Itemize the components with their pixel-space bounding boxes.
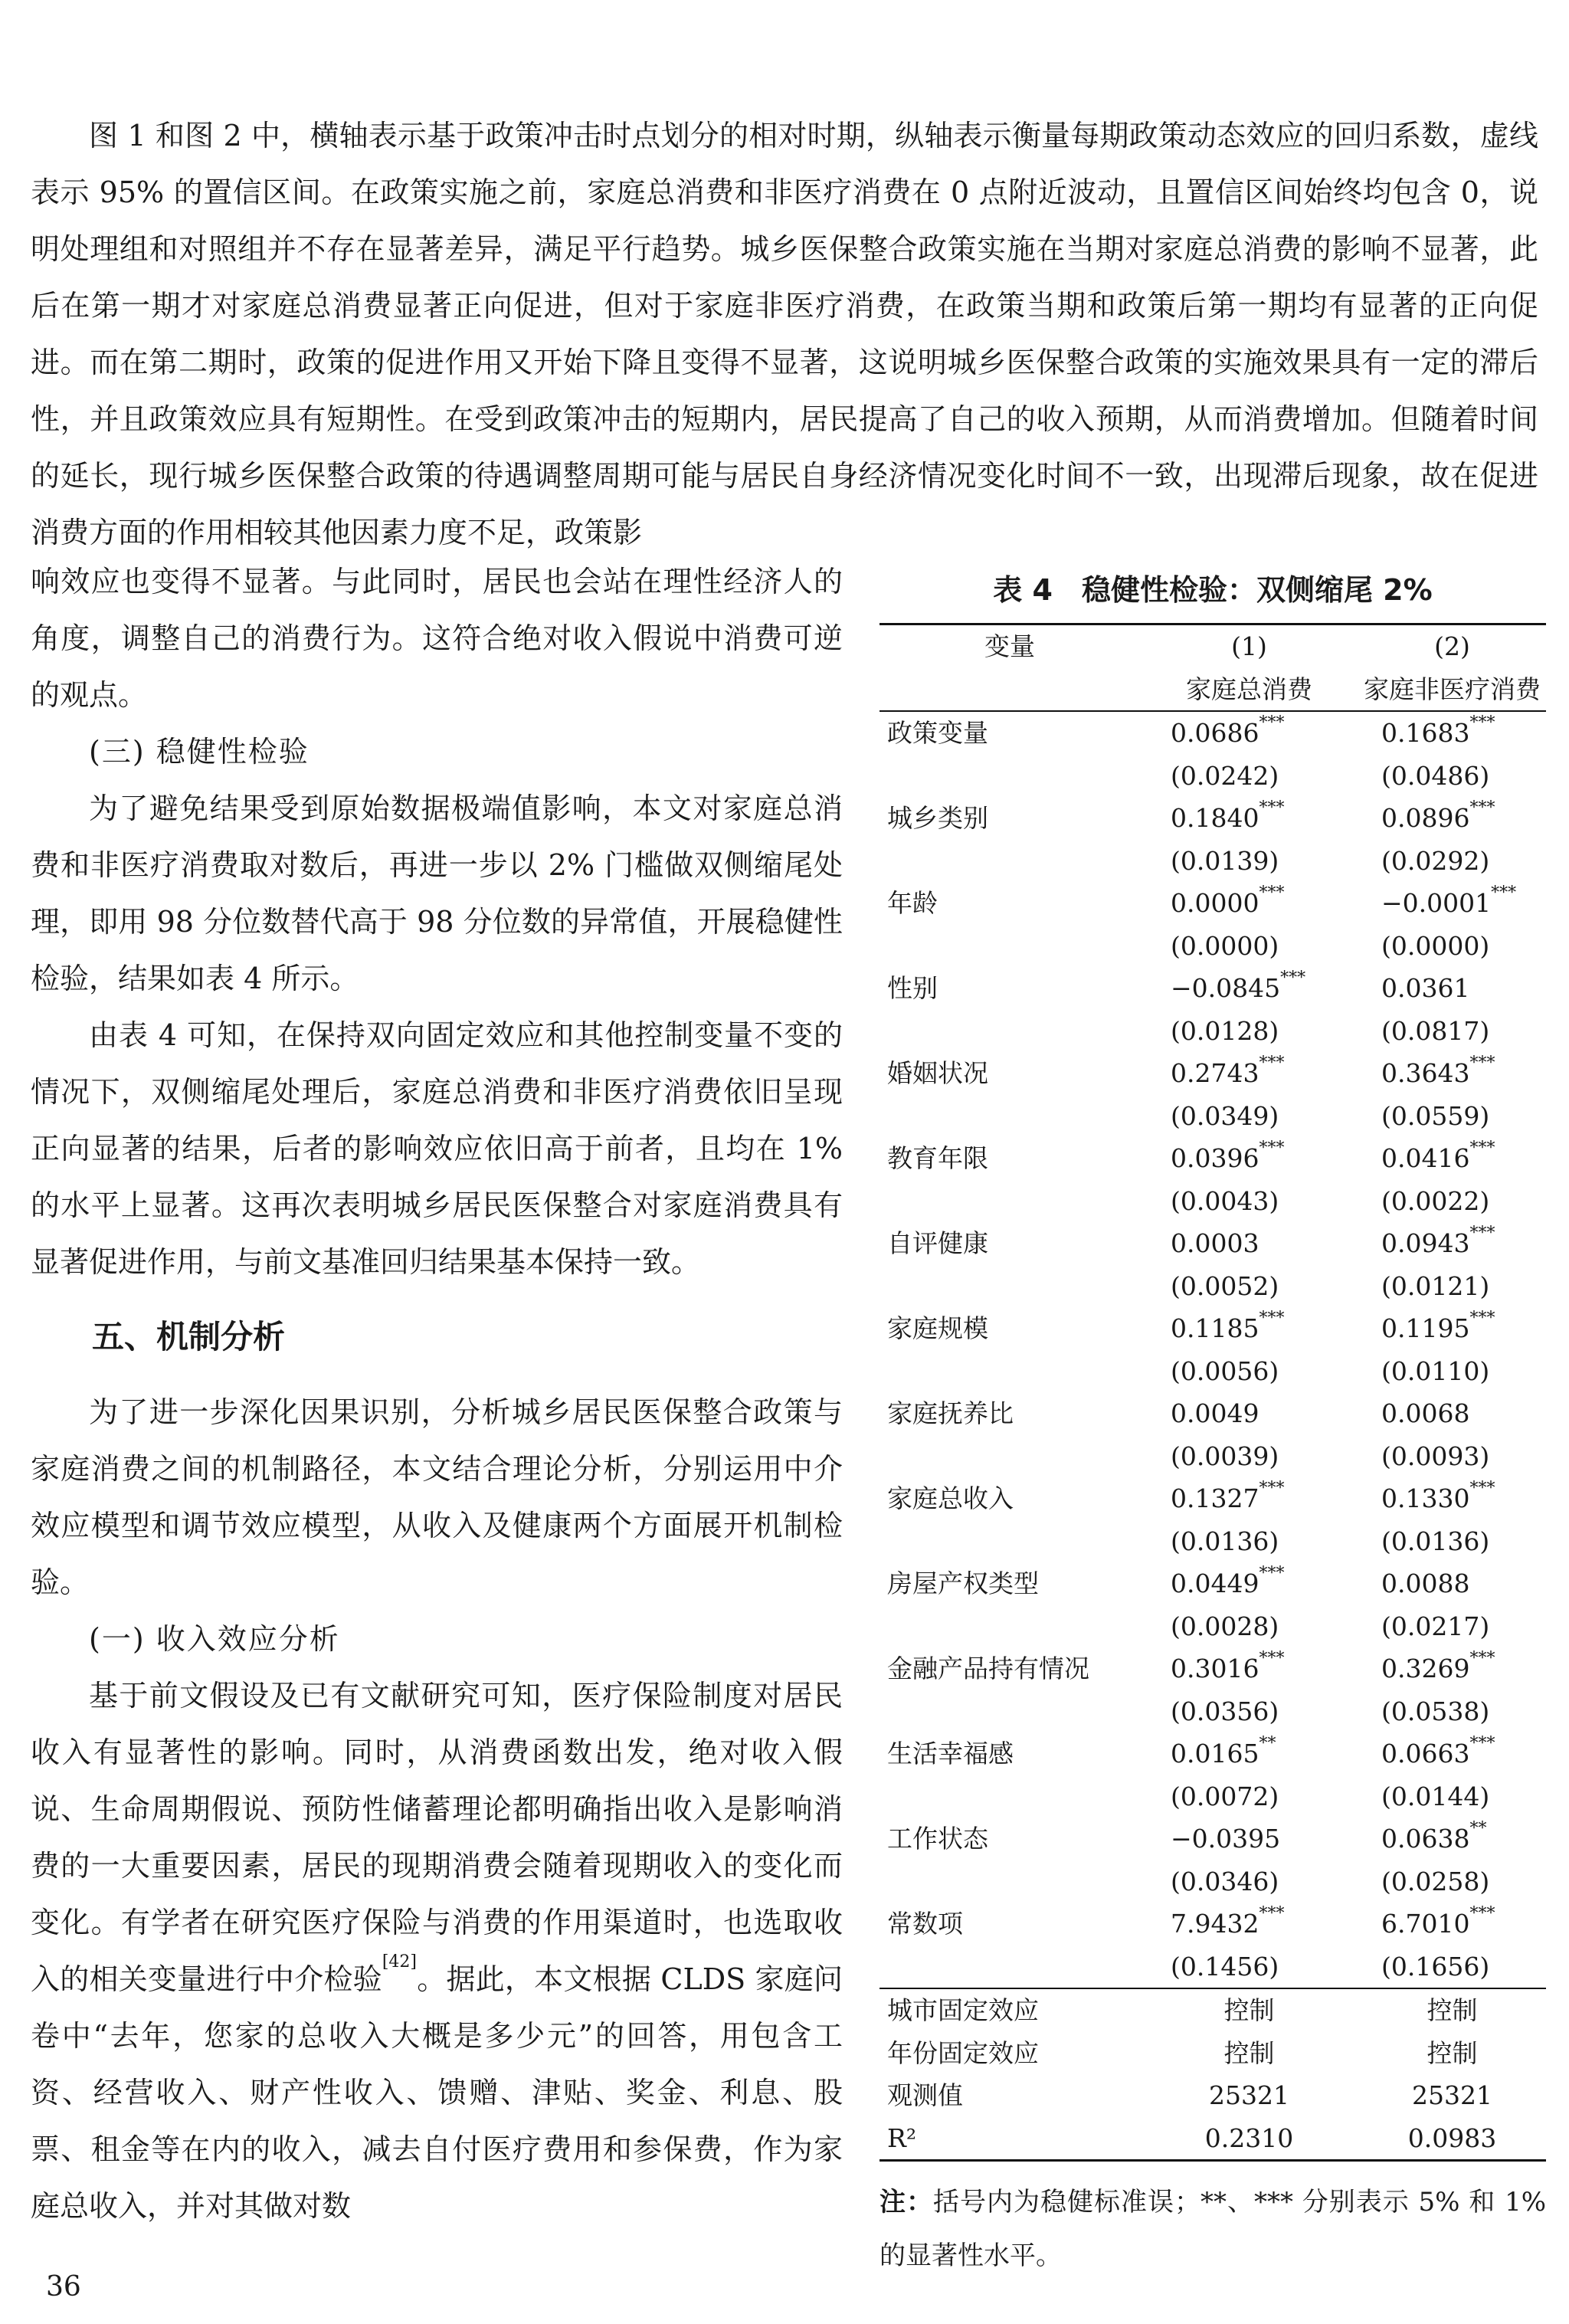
table-footer-row — [879, 2032, 1546, 2075]
coef-col2 — [1358, 1137, 1546, 1180]
se-col2: (0.0559) — [1381, 1100, 1490, 1131]
table-row-se — [879, 1180, 1546, 1223]
se-blank — [879, 1860, 1140, 1903]
table-footer-row — [879, 2117, 1546, 2161]
table-row-se — [879, 1010, 1546, 1053]
significance-stars: *** — [1259, 883, 1285, 903]
header-col2-name: 家庭非医疗消费 — [1358, 668, 1546, 712]
coef-value: 0.1185 — [1171, 1313, 1259, 1343]
coef-value: −0.0395 — [1171, 1824, 1281, 1854]
section-heading-mechanism: 五、机制分析 — [92, 1318, 286, 1355]
significance-stars: *** — [1259, 1564, 1285, 1583]
coef-value: 0.0165 — [1171, 1739, 1259, 1768]
table-row — [879, 1137, 1546, 1180]
significance-stars: *** — [1469, 1904, 1495, 1923]
row-variable: 房屋产权类型 — [887, 1568, 1039, 1598]
full-width-text — [31, 107, 1538, 561]
se-blank — [879, 1095, 1140, 1138]
note-text: 括号内为稳健标准误；**、*** 分别表示 5% 和 1% 的显著性水平。 — [879, 2187, 1547, 2271]
coef-col2 — [1358, 1307, 1546, 1350]
significance-stars: *** — [1469, 1224, 1495, 1243]
coef-col1 — [1140, 711, 1358, 755]
header-variable: 变量 — [984, 631, 1035, 661]
row-variable: 政策变量 — [887, 718, 988, 748]
coef-col1 — [1140, 1647, 1358, 1690]
coef-col2 — [1358, 1477, 1546, 1520]
significance-stars: *** — [1469, 1139, 1495, 1158]
income-text-b: 。据此，本文根据 CLDS 家庭问卷中“去年，您家的总收入大概是多少元”的回答，用包含工资、经营收入、财产性收入、馈赠、津贴、奖金、利息、股票、租金等在内的收入，减去自付医疗费用和参保费，作为家庭总收入，并对其做对数 — [31, 1962, 843, 2223]
significance-stars: ** — [1469, 1819, 1487, 1838]
table-row — [879, 1052, 1546, 1095]
se-col2: (0.0136) — [1381, 1526, 1490, 1556]
significance-stars: *** — [1259, 798, 1285, 818]
row-variable: 家庭抚养比 — [887, 1398, 1014, 1428]
se-col1: (0.0052) — [1171, 1270, 1279, 1301]
se-col2: (0.0217) — [1381, 1611, 1490, 1641]
coef-col2 — [1358, 797, 1546, 840]
footer-col2: 0.0983 — [1407, 2122, 1497, 2153]
coef-col2 — [1358, 882, 1546, 925]
coef-value: 0.0663 — [1381, 1739, 1470, 1768]
footer-col1: 控制 — [1223, 2037, 1275, 2068]
significance-stars: *** — [1259, 713, 1285, 733]
se-blank — [879, 1520, 1140, 1563]
coef-col2 — [1358, 1562, 1546, 1605]
income-paragraph — [31, 1667, 843, 2234]
significance-stars: *** — [1491, 883, 1517, 903]
coef-col1 — [1140, 1562, 1358, 1605]
coef-col1 — [1140, 1477, 1358, 1520]
se-col2: (0.1656) — [1381, 1951, 1490, 1981]
coef-col2 — [1358, 1818, 1546, 1860]
footer-col1: 控制 — [1140, 1988, 1358, 2032]
se-col1: (0.0043) — [1171, 1185, 1279, 1216]
footer-label: 观测值 — [887, 2080, 963, 2110]
footer-col2: 控制 — [1358, 1988, 1546, 2032]
coef-col1 — [1140, 1818, 1358, 1860]
significance-stars: *** — [1259, 1309, 1285, 1328]
se-col1: (0.0356) — [1171, 1696, 1279, 1726]
coef-col2 — [1358, 967, 1546, 1010]
se-col2: (0.0258) — [1381, 1866, 1490, 1896]
continued-paragraph: 响效应也变得不显著。与此同时，居民也会站在理性经济人的角度，调整自己的消费行为。这符合绝对收入假说中消费可逆的观点。 — [31, 565, 843, 712]
coef-value: 0.1683 — [1381, 718, 1470, 748]
income-text-a: 基于前文假设及已有文献研究可知，医疗保险制度对居民收入有显著性的影响。同时，从消费函数出发，绝对收入假说、生命周期假说、预防性储蓄理论都明确指出收入是影响消费的一大重要因素，居民的现期消费会随着现期收入的变化而变化。有学者在研究医疗保险与消费的作用渠道时，也选取收入的相关变量进行中介检验 — [31, 1679, 843, 1996]
se-col1: (0.0139) — [1171, 845, 1279, 876]
se-col2: (0.0110) — [1381, 1355, 1490, 1386]
se-blank — [879, 840, 1140, 883]
coef-value: 0.2743 — [1171, 1058, 1259, 1088]
table-row — [879, 797, 1546, 840]
left-column — [31, 553, 843, 2234]
se-col2: (0.0093) — [1381, 1441, 1490, 1471]
table-row-se — [879, 1095, 1546, 1138]
table-row — [879, 1647, 1546, 1690]
se-col1: (0.0349) — [1171, 1100, 1279, 1131]
footer-label: 年份固定效应 — [887, 2037, 1039, 2068]
se-col2: (0.0292) — [1381, 845, 1490, 876]
footer-label: 城市固定效应 — [879, 1988, 1140, 2032]
table-row — [879, 1818, 1546, 1860]
row-variable: 自评健康 — [887, 1228, 988, 1258]
coef-col1 — [1140, 1903, 1358, 1945]
coef-value: 0.0361 — [1381, 973, 1470, 1003]
coef-value: 0.0396 — [1171, 1143, 1259, 1173]
coef-col1 — [1140, 797, 1358, 840]
se-col2: (0.0144) — [1381, 1781, 1490, 1811]
se-col2: (0.0022) — [1381, 1185, 1490, 1216]
table-row — [879, 1732, 1546, 1775]
se-col1: (0.0128) — [1171, 1015, 1279, 1046]
row-variable: 城乡类别 — [887, 803, 988, 833]
significance-stars: *** — [1259, 1479, 1285, 1498]
table-row-se — [879, 925, 1546, 968]
table-row — [879, 1222, 1546, 1265]
coef-col2 — [1358, 1903, 1546, 1945]
se-blank — [879, 1350, 1140, 1393]
table-row — [879, 967, 1546, 1010]
coef-value: 0.1195 — [1381, 1313, 1470, 1343]
significance-stars: *** — [1280, 969, 1306, 988]
table-row-se — [879, 1265, 1546, 1308]
coef-value: −0.0001 — [1381, 888, 1492, 918]
se-col2: (0.0486) — [1381, 760, 1490, 791]
coef-value: 0.0049 — [1171, 1398, 1259, 1428]
coef-col1 — [1140, 1052, 1358, 1095]
table-note — [879, 2175, 1546, 2283]
coef-value: 0.1330 — [1381, 1483, 1470, 1513]
row-variable: 常数项 — [887, 1909, 963, 1939]
se-blank — [879, 1775, 1140, 1818]
significance-stars: *** — [1469, 1479, 1495, 1498]
se-col1: (0.0346) — [1171, 1866, 1279, 1896]
significance-stars: *** — [1469, 798, 1495, 818]
se-col2: (0.0538) — [1381, 1696, 1490, 1726]
table-row-se — [879, 840, 1546, 883]
coef-value: 7.9432 — [1171, 1909, 1259, 1939]
coef-value: 0.3643 — [1381, 1058, 1470, 1088]
footer-col2: 25321 — [1412, 2080, 1492, 2110]
significance-stars: *** — [1259, 1139, 1285, 1158]
coef-col1 — [1140, 1222, 1358, 1265]
table-row — [879, 711, 1546, 755]
table-row — [879, 1903, 1546, 1945]
se-blank — [879, 1180, 1140, 1223]
se-blank — [879, 1435, 1140, 1478]
significance-stars: *** — [1469, 1734, 1495, 1753]
table-row-se — [879, 1435, 1546, 1478]
row-variable: 家庭总收入 — [887, 1483, 1014, 1513]
coef-col2 — [1358, 1052, 1546, 1095]
coef-col1 — [1140, 1392, 1358, 1435]
coef-value: 0.0943 — [1381, 1228, 1470, 1258]
table-row — [879, 1477, 1546, 1520]
significance-stars: ** — [1259, 1734, 1276, 1753]
coef-value: 0.0449 — [1171, 1568, 1259, 1598]
coef-value: 0.1840 — [1171, 803, 1259, 833]
table-row-se — [879, 1860, 1546, 1903]
se-blank — [879, 925, 1140, 968]
se-col1: (0.0056) — [1171, 1355, 1279, 1386]
se-col1: (0.1456) — [1171, 1951, 1279, 1981]
table-body — [879, 711, 1546, 2161]
se-blank — [879, 1690, 1140, 1733]
table-row-se — [879, 1520, 1546, 1563]
significance-stars: *** — [1259, 1649, 1285, 1668]
significance-stars: *** — [1469, 713, 1495, 733]
footer-col1: 0.2310 — [1204, 2122, 1294, 2153]
se-col2: (0.0817) — [1381, 1015, 1490, 1046]
coef-value: 0.0896 — [1381, 803, 1470, 833]
table-row-se — [879, 1775, 1546, 1818]
coef-value: −0.0845 — [1171, 973, 1281, 1003]
coef-col1 — [1140, 967, 1358, 1010]
header-col2-number: (2) — [1434, 631, 1470, 661]
table-row-se — [879, 1605, 1546, 1648]
coef-col2 — [1358, 1647, 1546, 1690]
se-col1: (0.0028) — [1171, 1611, 1279, 1641]
coef-value: 0.0003 — [1171, 1228, 1259, 1258]
coef-value: 6.7010 — [1381, 1909, 1470, 1939]
footer-label: R² — [887, 2122, 917, 2153]
table-caption: 表 4 稳健性检验：双侧缩尾 2% — [993, 573, 1433, 607]
row-variable: 性别 — [887, 973, 938, 1003]
header-blank — [879, 668, 1140, 712]
coef-value: 0.0638 — [1381, 1824, 1470, 1854]
coef-col2 — [1358, 1222, 1546, 1265]
row-variable: 教育年限 — [887, 1143, 988, 1173]
note-label: 注： — [879, 2187, 933, 2217]
row-variable: 生活幸福感 — [887, 1739, 1014, 1768]
se-col2: (0.0000) — [1381, 930, 1490, 961]
se-col1: (0.0242) — [1171, 760, 1279, 791]
table-block — [879, 563, 1546, 2283]
significance-stars: *** — [1259, 1904, 1285, 1923]
significance-stars: *** — [1469, 1649, 1495, 1668]
row-variable: 婚姻状况 — [887, 1058, 988, 1088]
table-footer-row — [879, 1988, 1546, 2032]
coef-value: 0.3016 — [1171, 1654, 1259, 1683]
se-col1: (0.0136) — [1171, 1526, 1279, 1556]
table-footer-row — [879, 2074, 1546, 2117]
table-header-row-1 — [879, 624, 1546, 668]
se-blank — [879, 1010, 1140, 1053]
coef-col1 — [1140, 1732, 1358, 1775]
table-row — [879, 1392, 1546, 1435]
se-blank — [879, 1265, 1140, 1308]
coef-col1 — [1140, 1307, 1358, 1350]
row-variable: 工作状态 — [887, 1824, 988, 1854]
coef-col2 — [1358, 711, 1546, 755]
table-row-se — [879, 1350, 1546, 1393]
table-header-row-2 — [879, 668, 1546, 712]
significance-stars: *** — [1469, 1054, 1495, 1073]
header-col1-name: 家庭总消费 — [1140, 668, 1358, 712]
table-row-se — [879, 755, 1546, 798]
table-row — [879, 1307, 1546, 1350]
significance-stars: *** — [1469, 1309, 1495, 1328]
se-col2: (0.0121) — [1381, 1270, 1490, 1301]
se-col1: (0.0039) — [1171, 1441, 1279, 1471]
footer-col2: 控制 — [1427, 2037, 1478, 2068]
table-row-se — [879, 1945, 1546, 1989]
coef-col2 — [1358, 1732, 1546, 1775]
footer-col1: 25321 — [1209, 2080, 1289, 2110]
coef-value: 0.0686 — [1171, 718, 1259, 748]
subsection-income: (一) 收入效应分析 — [89, 1622, 340, 1656]
robustness-paragraph-1: 为了避免结果受到原始数据极端值影响，本文对家庭总消费和非医疗消费取对数后，再进一步以 2% 门槛做双侧缩尾处理，即用 98 分位数替代高于 98 分位数的异常值，开展稳健性检验，结果如表 4 所示。 — [31, 792, 843, 995]
intro-paragraph: 图 1 和图 2 中，横轴表示基于政策冲击时点划分的相对时期，纵轴表示衡量每期政策动态效应的回归系数，虚线表示 95% 的置信区间。在政策实施之前，家庭总消费和非医疗消费在 0 点附近波动，且置信区间始终均包含 0，说明处理组和对照组并不存在显著差异，满足平行趋势。城乡医保整合政策实施在当期对家庭总消费的影响不显著，此后在第一期才对家庭总消费显著正向促进，但对于家庭非医疗消费，在政策当期和政策后第一期均有显著的正向促进。而在第二期时，政策的促进作用又开始下降且变得不显著，这说明城乡医保整合政策的实施效果具有一定的滞后性，并且政策效应具有短期性。在受到政策冲击的短期内，居民提高了自己的收入预期，从而消费增加。但随着时间的延长，现行城乡医保整合政策的待遇调整周期可能与居民自身经济情况变化时间不一致，出现滞后现象，故在促进消费方面的作用相较其他因素力度不足，政策影 — [31, 119, 1538, 549]
table-row — [879, 1562, 1546, 1605]
coef-value: 0.0068 — [1381, 1398, 1470, 1428]
coef-col1 — [1140, 1137, 1358, 1180]
se-blank — [879, 755, 1140, 798]
row-variable: 家庭规模 — [887, 1313, 988, 1343]
coef-value: 0.3269 — [1381, 1654, 1470, 1683]
coef-col1 — [1140, 882, 1358, 925]
coef-value: 0.0416 — [1381, 1143, 1470, 1173]
row-variable: 金融产品持有情况 — [887, 1654, 1089, 1683]
coef-col2 — [1358, 1392, 1546, 1435]
table-row-se — [879, 1690, 1546, 1733]
mechanism-paragraph: 为了进一步深化因果识别，分析城乡居民医保整合政策与家庭消费之间的机制路径，本文结合理论分析，分别运用中介效应模型和调节效应模型，从收入及健康两个方面展开机制检验。 — [31, 1395, 843, 1599]
coef-value: 0.1327 — [1171, 1483, 1259, 1513]
coef-value: 0.0000 — [1171, 888, 1259, 918]
robustness-paragraph-2: 由表 4 可知，在保持双向固定效应和其他控制变量不变的情况下，双侧缩尾处理后，家庭总消费和非医疗消费依旧呈现正向显著的结果，后者的影响效应依旧高于前者，且均在 1% 的水平上显著。这再次表明城乡居民医保整合对家庭消费具有显著促进作用，与前文基准回归结果基本保持一致。 — [31, 1018, 843, 1279]
subsection-robustness: (三) 稳健性检验 — [89, 735, 310, 769]
page-number: 36 — [46, 2271, 81, 2303]
robustness-table — [879, 623, 1546, 2162]
se-blank — [879, 1945, 1140, 1989]
significance-stars: *** — [1259, 1054, 1285, 1073]
header-col1-number: (1) — [1231, 631, 1267, 661]
row-variable: 年龄 — [887, 888, 938, 918]
se-blank — [879, 1605, 1140, 1648]
se-col1: (0.0072) — [1171, 1781, 1279, 1811]
table-row — [879, 882, 1546, 925]
coef-value: 0.0088 — [1381, 1568, 1470, 1598]
citation: [42] — [382, 1952, 417, 1972]
se-col1: (0.0000) — [1171, 930, 1279, 961]
